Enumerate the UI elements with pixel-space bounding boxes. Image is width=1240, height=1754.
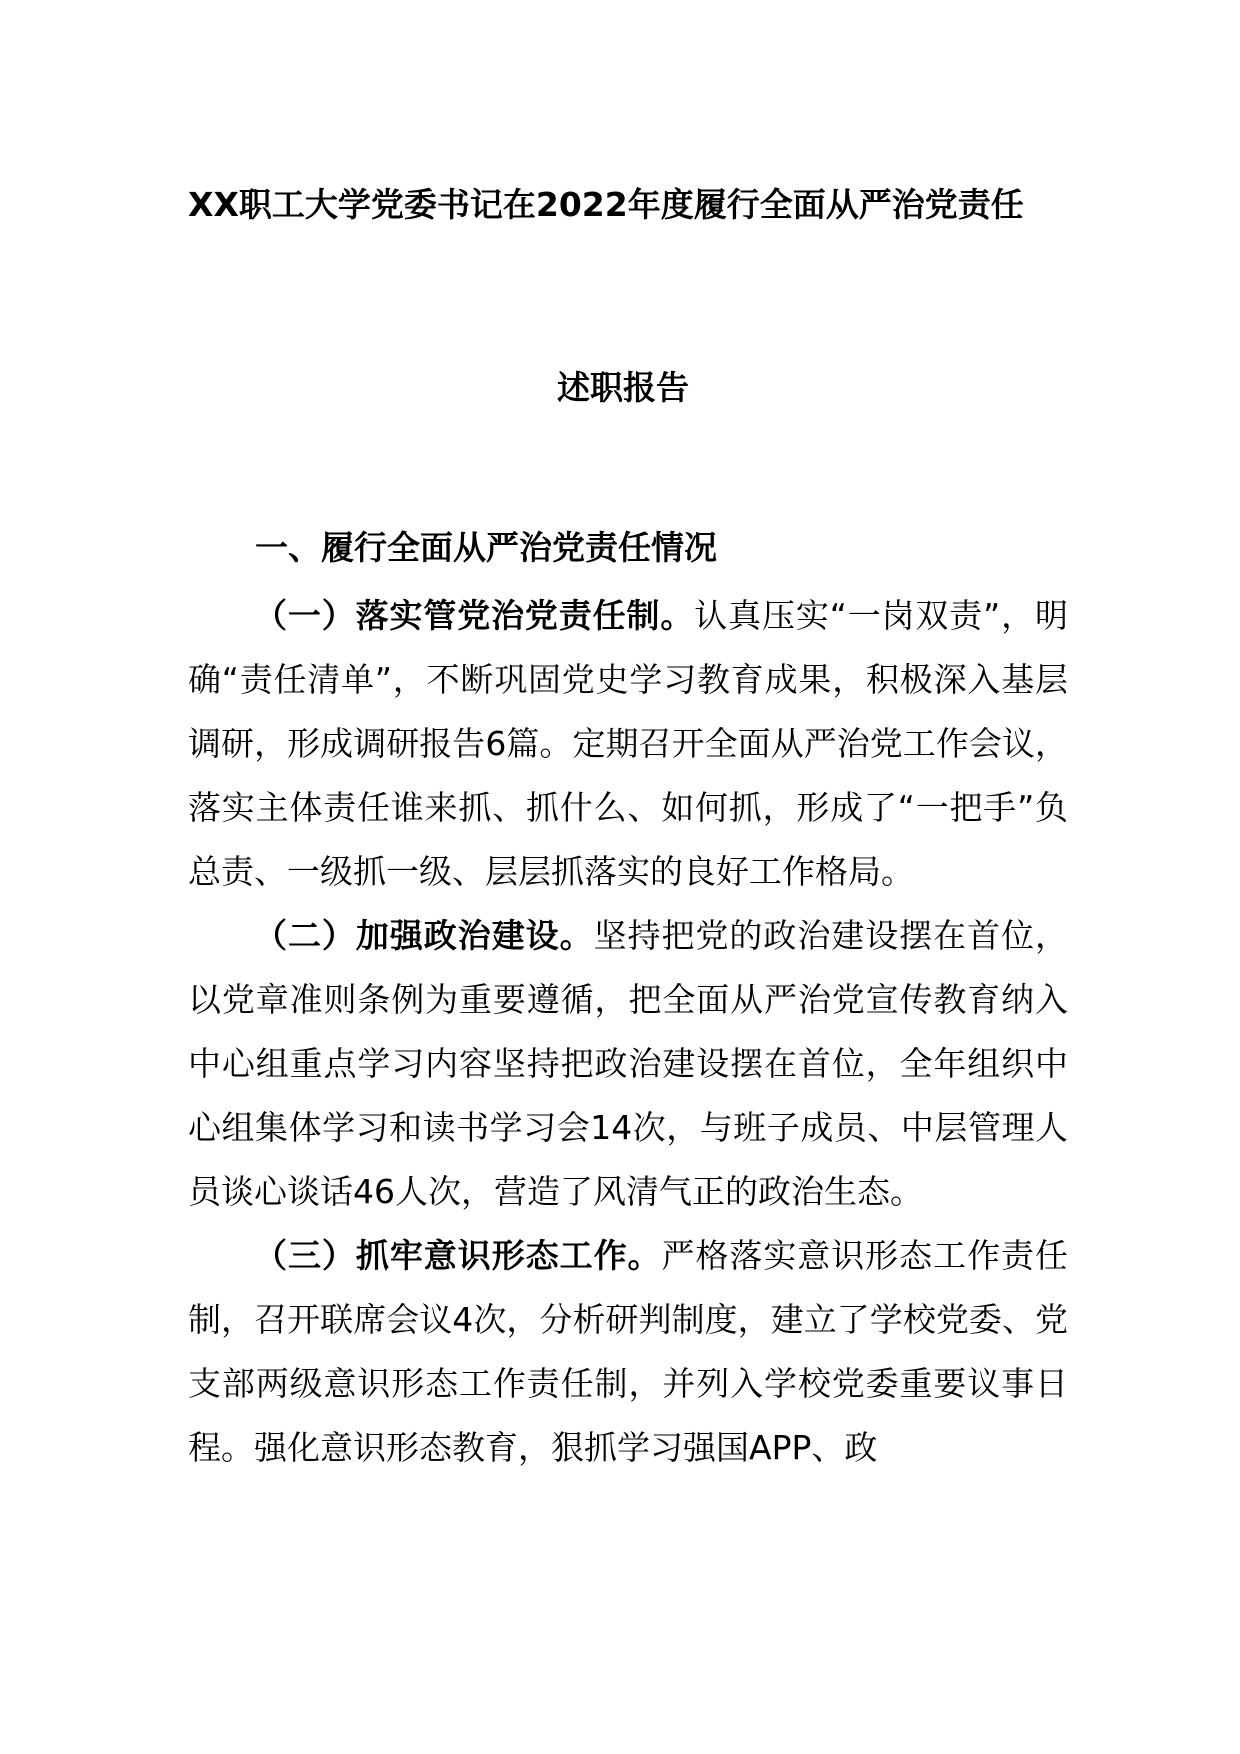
section-heading-1: 一、履行全面从严治党责任情况 <box>255 528 717 567</box>
paragraph-2-lead: （二）加强政治建设。 <box>254 916 594 955</box>
paragraph-3 <box>188 1224 1068 1480</box>
paragraph-1-text: 认真压实“一岗双责”，明确“责任清单”，不断巩固党史学习教育成果，积极深入基层调研，形成调研报告6篇。定期召开全面从严治党工作会议，落实主体责任谁来抓、抓什么、如何抓，形成了“一把手”负总责、一级抓一级、层层抓落实的良好工作格局。 <box>188 596 1068 891</box>
body-text <box>188 520 1068 1480</box>
paragraph-1 <box>188 584 1068 904</box>
document-title-line-2: 述职报告 <box>557 368 689 407</box>
paragraph-2 <box>188 904 1068 1224</box>
document-title-line-1: XX职工大学党委书记在2022年度履行全面从严治党责任 <box>188 185 1024 224</box>
paragraph-3-lead: （三）抓牢意识形态工作。 <box>254 1236 662 1275</box>
paragraph-2-text: 坚持把党的政治建设摆在首位，以党章准则条例为重要遵循，把全面从严治党宣传教育纳入中心组重点学习内容坚持把政治建设摆在首位，全年组织中心组集体学习和读书学习会14次，与班子成员、中层管理人员谈心谈话46人次，营造了风清气正的政治生态。 <box>188 916 1069 1211</box>
paragraph-1-lead: （一）落实管党治党责任制。 <box>254 596 695 635</box>
paragraph-3-text: 严格落实意识形态工作责任制，召开联席会议4次，分析研判制度，建立了学校党委、党支部两级意识形态工作责任制，并列入学校党委重要议事日程。强化意识形态教育，狠抓学习强国APP、政 <box>188 1236 1069 1467</box>
